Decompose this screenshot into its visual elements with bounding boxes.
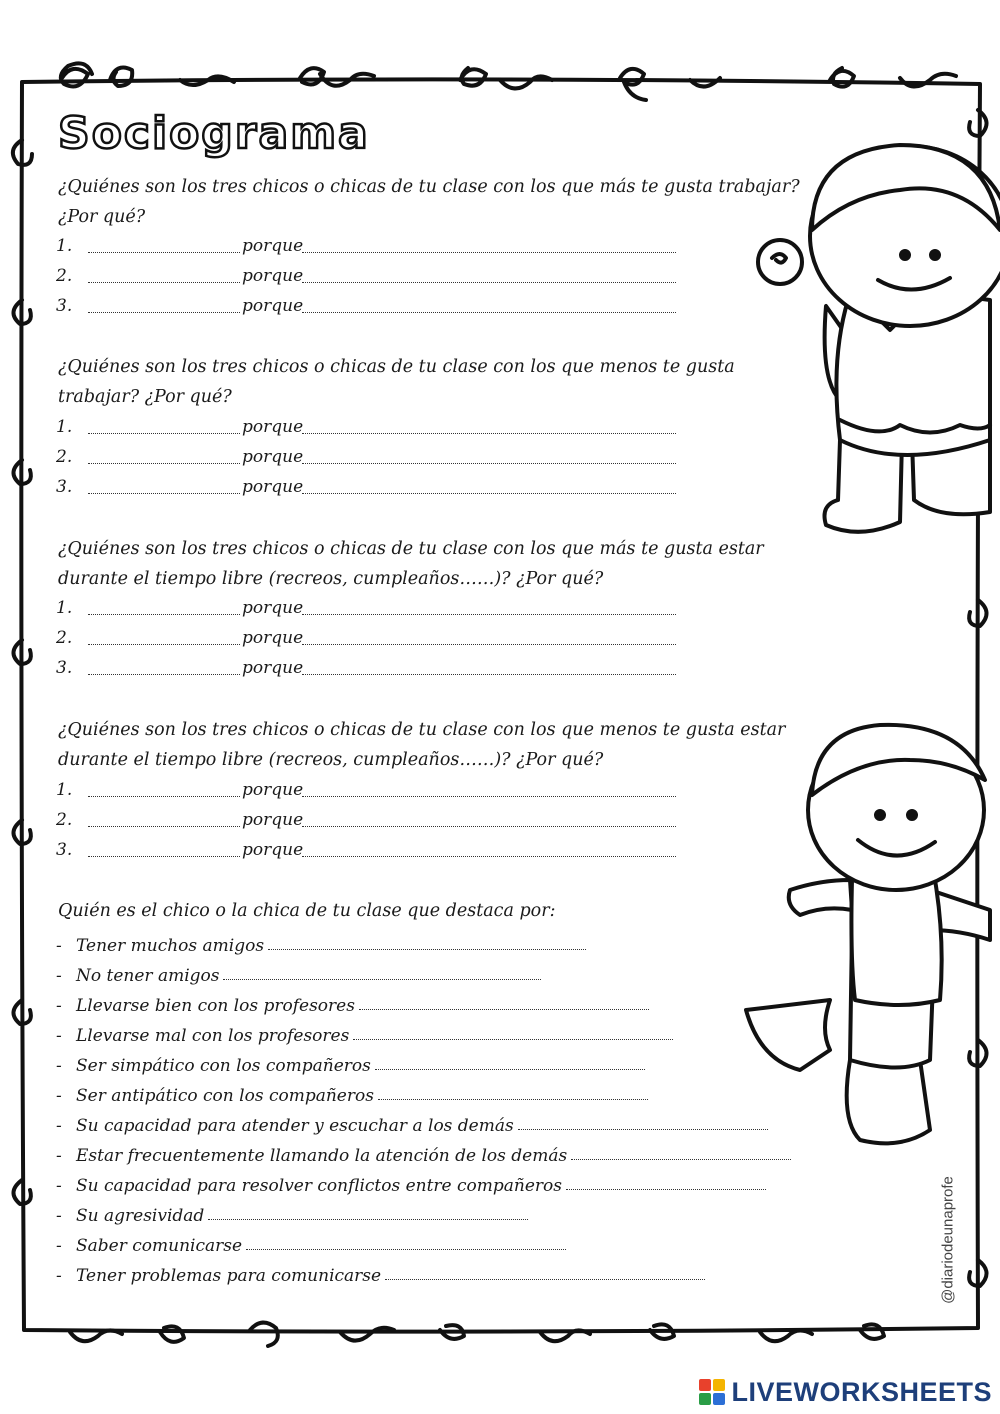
trait-blank[interactable] [223, 978, 541, 980]
page-title: Sociograma [58, 108, 370, 159]
answer-number: 1. [56, 598, 73, 618]
question-1: ¿Quiénes son los tres chicos o chicas de tu clase con los que más te gusta trabajar? ¿Por qué? [58, 177, 800, 227]
bullet-dash: - [56, 936, 62, 956]
trait-label: Saber comunicarse [76, 1236, 243, 1256]
bullet-dash: - [56, 996, 62, 1016]
bullet-dash: - [56, 1116, 62, 1136]
name-blank[interactable] [88, 282, 240, 283]
trait-label: Ser simpático con los compañeros [76, 1056, 371, 1076]
trait-label: Tener problemas para comunicarse [76, 1266, 382, 1286]
answer-row [56, 624, 686, 654]
reason-blank[interactable] [302, 463, 676, 464]
trait-row [56, 1136, 791, 1166]
porque-label: porque [242, 810, 304, 830]
porque-label: porque [242, 628, 304, 648]
trait-blank[interactable] [353, 1038, 673, 1040]
answer-number: 1. [56, 780, 73, 800]
liveworksheets-icon [699, 1379, 725, 1405]
answer-row [56, 594, 686, 624]
author-watermark: @diariodeunaprofe [939, 1176, 957, 1304]
trait-blank[interactable] [566, 1188, 766, 1190]
answer-row [56, 262, 686, 292]
trait-row [56, 956, 541, 986]
porque-label: porque [242, 266, 304, 286]
name-blank[interactable] [88, 644, 240, 645]
answer-number: 2. [56, 628, 73, 648]
trait-label: Tener muchos amigos [76, 936, 265, 956]
name-blank[interactable] [88, 493, 240, 494]
bullet-dash: - [56, 1056, 62, 1076]
name-blank[interactable] [88, 856, 240, 857]
boy-drawing [746, 725, 990, 1143]
reason-blank[interactable] [302, 796, 676, 797]
bullet-dash: - [56, 1146, 62, 1166]
name-blank[interactable] [88, 826, 240, 827]
porque-label: porque [242, 658, 304, 678]
reason-blank[interactable] [302, 312, 676, 313]
trait-blank[interactable] [268, 948, 586, 950]
trait-label: Ser antipático con los compañeros [76, 1086, 374, 1106]
name-blank[interactable] [88, 312, 240, 313]
trait-label: Llevarse mal con los profesores [76, 1026, 350, 1046]
reason-blank[interactable] [302, 644, 676, 645]
name-blank[interactable] [88, 614, 240, 615]
question-3: ¿Quiénes son los tres chicos o chicas de tu clase con los que más te gusta estar durante el tiempo libre (recreos, cumpleaños……)? ¿Por qué? [58, 539, 764, 589]
trait-blank[interactable] [518, 1128, 768, 1130]
trait-label: Estar frecuentemente llamando la atención de los demás [76, 1146, 568, 1166]
name-blank[interactable] [88, 433, 240, 434]
porque-label: porque [242, 477, 304, 497]
answer-number: 3. [56, 658, 73, 678]
name-blank[interactable] [88, 463, 240, 464]
reason-blank[interactable] [302, 826, 676, 827]
answer-row [56, 776, 686, 806]
trait-row [56, 1046, 645, 1076]
porque-label: porque [242, 598, 304, 618]
trait-row [56, 1196, 528, 1226]
answer-row [56, 413, 686, 443]
trait-row [56, 986, 649, 1016]
answer-row [56, 473, 686, 503]
answer-row [56, 443, 686, 473]
question-2: ¿Quiénes son los tres chicos o chicas de tu clase con los que menos te gusta trabajar? ¿Por qué? [58, 357, 735, 407]
reason-blank[interactable] [302, 282, 676, 283]
trait-blank[interactable] [375, 1068, 645, 1070]
porque-label: porque [242, 417, 304, 437]
answer-row [56, 806, 686, 836]
bullet-dash: - [56, 1026, 62, 1046]
answer-number: 1. [56, 417, 73, 437]
reason-blank[interactable] [302, 856, 676, 857]
brand-logo[interactable] [699, 1374, 992, 1410]
answer-number: 2. [56, 447, 73, 467]
reason-blank[interactable] [302, 433, 676, 434]
answer-number: 2. [56, 266, 73, 286]
bullet-dash: - [56, 1266, 62, 1286]
bullet-dash: - [56, 1206, 62, 1226]
question-4: ¿Quiénes son los tres chicos o chicas de tu clase con los que menos te gusta estar durante el tiempo libre (recreos, cumpleaños……)? ¿Por qué? [58, 720, 786, 770]
bullet-dash: - [56, 1176, 62, 1196]
trait-blank[interactable] [246, 1248, 566, 1250]
trait-label: Su capacidad para resolver conflictos entre compañeros [76, 1176, 563, 1196]
trait-row [56, 1016, 673, 1046]
porque-label: porque [242, 236, 304, 256]
trait-blank[interactable] [571, 1158, 791, 1160]
trait-blank[interactable] [208, 1218, 528, 1220]
bullet-dash: - [56, 1086, 62, 1106]
bullet-dash: - [56, 966, 62, 986]
name-blank[interactable] [88, 252, 240, 253]
reason-blank[interactable] [302, 674, 676, 675]
porque-label: porque [242, 780, 304, 800]
trait-label: Su agresividad [76, 1206, 205, 1226]
porque-label: porque [242, 840, 304, 860]
trait-row [56, 1166, 766, 1196]
trait-row [56, 1226, 566, 1256]
trait-row [56, 926, 586, 956]
answer-row [56, 654, 686, 684]
trait-label: Su capacidad para atender y escuchar a los demás [76, 1116, 514, 1136]
trait-blank[interactable] [359, 1008, 649, 1010]
answer-number: 2. [56, 810, 73, 830]
answer-number: 3. [56, 840, 73, 860]
reason-blank[interactable] [302, 614, 676, 615]
brand-name: LIVEWORKSHEETS [731, 1376, 992, 1407]
answer-row [56, 232, 686, 262]
porque-label: porque [242, 447, 304, 467]
reason-blank[interactable] [302, 252, 676, 253]
trait-blank[interactable] [378, 1098, 648, 1100]
trait-row [56, 1076, 648, 1106]
answer-number: 1. [56, 236, 73, 256]
trait-row [56, 1256, 705, 1286]
answer-row [56, 836, 686, 866]
trait-label: Llevarse bien con los profesores [76, 996, 355, 1016]
trait-blank[interactable] [385, 1278, 705, 1280]
bullet-dash: - [56, 1236, 62, 1256]
answer-number: 3. [56, 296, 73, 316]
porque-label: porque [242, 296, 304, 316]
reason-blank[interactable] [302, 493, 676, 494]
name-blank[interactable] [88, 674, 240, 675]
traits-intro: Quién es el chico o la chica de tu clase que destaca por: [58, 901, 556, 921]
trait-label: No tener amigos [76, 966, 220, 986]
trait-row [56, 1106, 768, 1136]
name-blank[interactable] [88, 796, 240, 797]
answer-row [56, 292, 686, 322]
answer-number: 3. [56, 477, 73, 497]
